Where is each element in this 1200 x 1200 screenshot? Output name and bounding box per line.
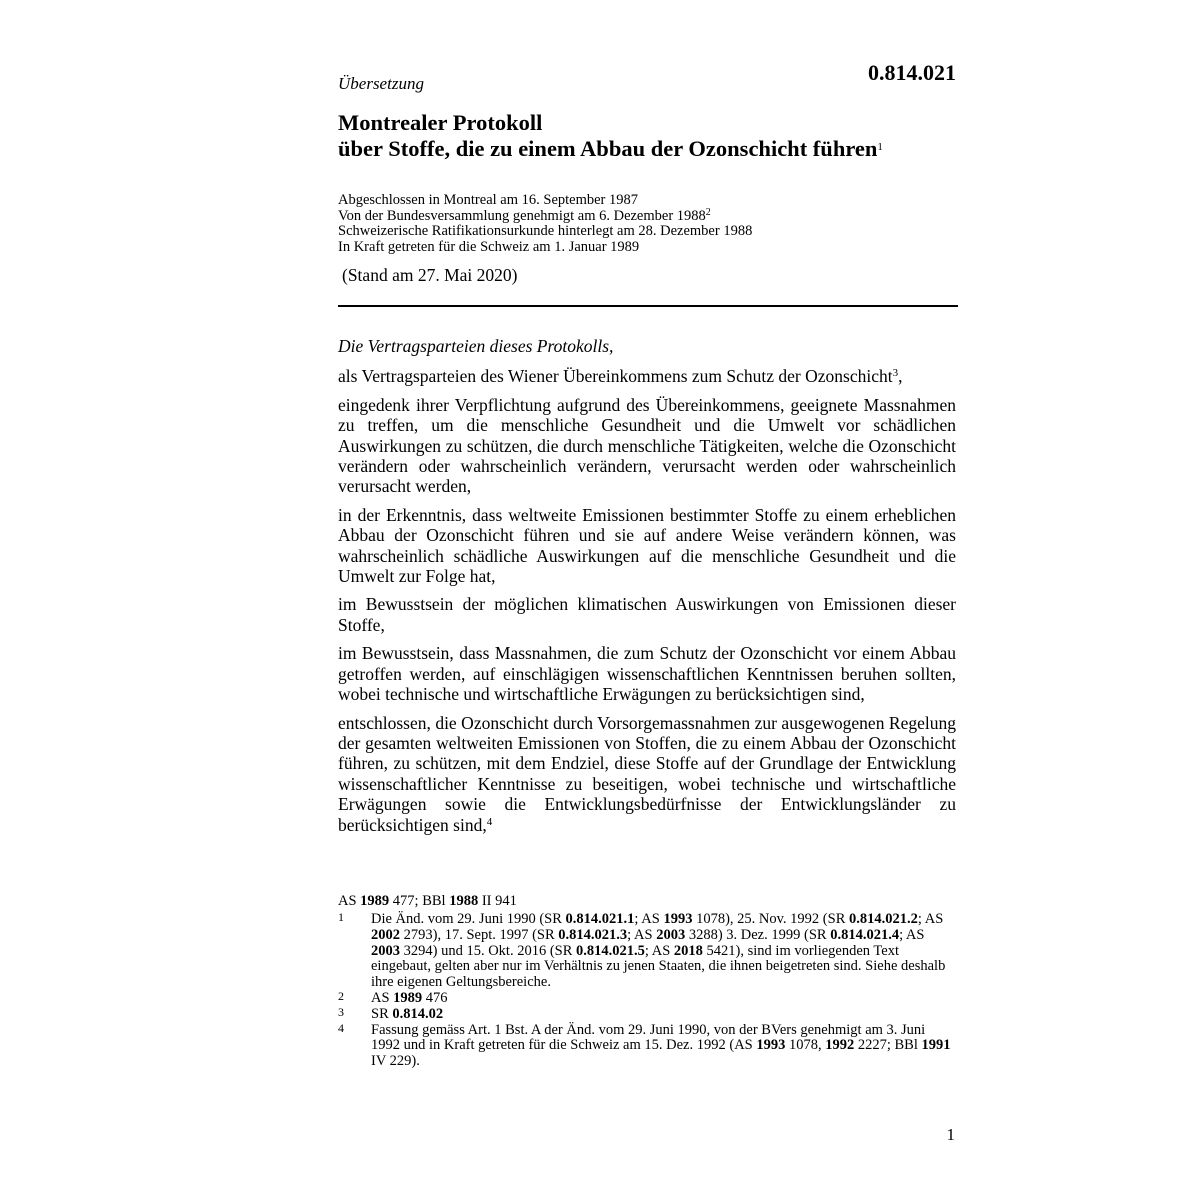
preamble-paragraph: im Bewusstsein der möglichen klimatischen Auswirkungen von Emissionen dieser Stoffe, xyxy=(338,594,956,635)
footnote-3: 3 SR 0.814.02 xyxy=(338,1004,444,1022)
source-reference: AS 1989 477; BBl 1988 II 941 xyxy=(338,893,517,909)
title-line-1: Montrealer Protokoll xyxy=(338,110,543,135)
footnote-ref[interactable]: 4 xyxy=(486,815,493,828)
status-date: (Stand am 27. Mai 2020) xyxy=(342,265,518,285)
document-title xyxy=(338,110,978,161)
preamble xyxy=(338,336,956,843)
divider xyxy=(338,305,958,307)
footnote-1: 1 Die Änd. vom 29. Juni 1990 (SR 0.814.021.1; AS 1993 1078), 25. Nov. 1992 (SR 0.814.021.2; AS 2002 2793), 17. Sept. 1997 (SR 0.814.021.3; AS 2003 3288) 3. Dez. 1999 (SR 0.814.021.4; AS 2003 3294) und 15. Okt. 2016 (SR 0.814.021.5; AS 2018 5421), sind im vorliegenden Text eingebaut, gelten aber nur im Verhältnis zu jenen Staaten, die ihnen beigetreten sind. Siehe deshalb ihre eigenen Geltungsbereiche. xyxy=(338,910,946,991)
footnotes xyxy=(338,912,956,1070)
preamble-paragraph: eingedenk ihrer Verpflichtung aufgrund des Übereinkommens, geeignete Massnahmen zu treffen, um die menschliche Gesundheit und die Umwelt vor schädlichen Auswirkungen zu schützen, die durch menschliche Tätigkeiten, welche die Ozonschicht verändern oder wahrscheinlich verändern, verursacht werden oder wahrscheinlich verursacht werden, xyxy=(338,394,956,497)
meta-in-force: In Kraft getreten für die Schweiz am 1. Januar 1989 xyxy=(338,238,640,255)
footnote-2: 2 AS 1989 476 xyxy=(338,988,448,1006)
translation-note: Übersetzung xyxy=(338,74,424,93)
preamble-paragraph: entschlossen, die Ozonschicht durch Vorsorgemassnahmen zur ausgewogenen Regelung der gesamten weltweiten Emissionen von Stoffen, die zu einem Abbau der Ozonschicht führen, zu schützen, mit dem Endziel, diese Stoffe auf der Grundlage der Entwicklung wissenschaftlicher Kenntnisse zu beseitigen, wobei technische und wirtschaftliche Erwägungen sowie die Entwicklungsbedürfnisse der Entwicklungsländer zu berücksichtigen sind,$^4$ xyxy=(338,712,956,835)
footnote-ref[interactable]: 1 xyxy=(877,141,883,153)
title-line-2: über Stoffe, die zu einem Abbau der Ozonschicht führen$^1$ xyxy=(338,136,883,161)
page-number: 1 xyxy=(946,1125,955,1144)
footnote-4: 4 Fassung gemäss Art. 1 Bst. A der Änd. vom 29. Juni 1990, von der BVers genehmigt am 3. Juni 1992 und in Kraft getreten für die Schweiz am 15. Dez. 1992 (AS 1993 1078, 1992 2227; BBl 1991 IV 229). xyxy=(338,1020,951,1070)
footnote-number: 3 xyxy=(338,1004,344,1019)
footnote-number: 2 xyxy=(338,988,344,1003)
preamble-paragraph: als Vertragsparteien des Wiener Übereinkommens zum Schutz der Ozonschicht$^3$, xyxy=(338,366,903,387)
meta-approved: Von der Bundesversammlung genehmigt am 6. Dezember 1988$^2$ xyxy=(338,206,711,224)
preamble-paragraph: in der Erkenntnis, dass weltweite Emissionen bestimmter Stoffe zu einem erheblichen Abbau der Ozonschicht führen und sie auf andere Weise verändern können, was wahrscheinlich schädliche Auswirkungen auf die menschliche Gesundheit und die Umwelt zur Folge hat, xyxy=(338,504,956,587)
document-metadata xyxy=(338,193,958,255)
preamble-intro: Die Vertragsparteien dieses Protokolls, xyxy=(338,336,614,356)
sr-number: 0.814.021 xyxy=(868,60,956,85)
meta-ratification: Schweizerische Ratifikationsurkunde hinterlegt am 28. Dezember 1988 xyxy=(338,223,753,239)
preamble-paragraph: im Bewusstsein, dass Massnahmen, die zum Schutz der Ozonschicht vor einem Abbau getroffen werden, auf einschlägigen wissenschaftlichen Kenntnissen beruhen sollten, wobei technische und wirtschaftliche Erwägungen zu berücksichtigen sind, xyxy=(338,643,956,705)
footnote-number: 1 xyxy=(338,910,344,924)
footnote-number: 4 xyxy=(338,1020,344,1035)
meta-concluded: Abgeschlossen in Montreal am 16. September 1987 xyxy=(338,192,639,208)
footnote-ref[interactable]: 3 xyxy=(892,367,899,380)
footnote-ref[interactable]: 2 xyxy=(705,206,711,218)
